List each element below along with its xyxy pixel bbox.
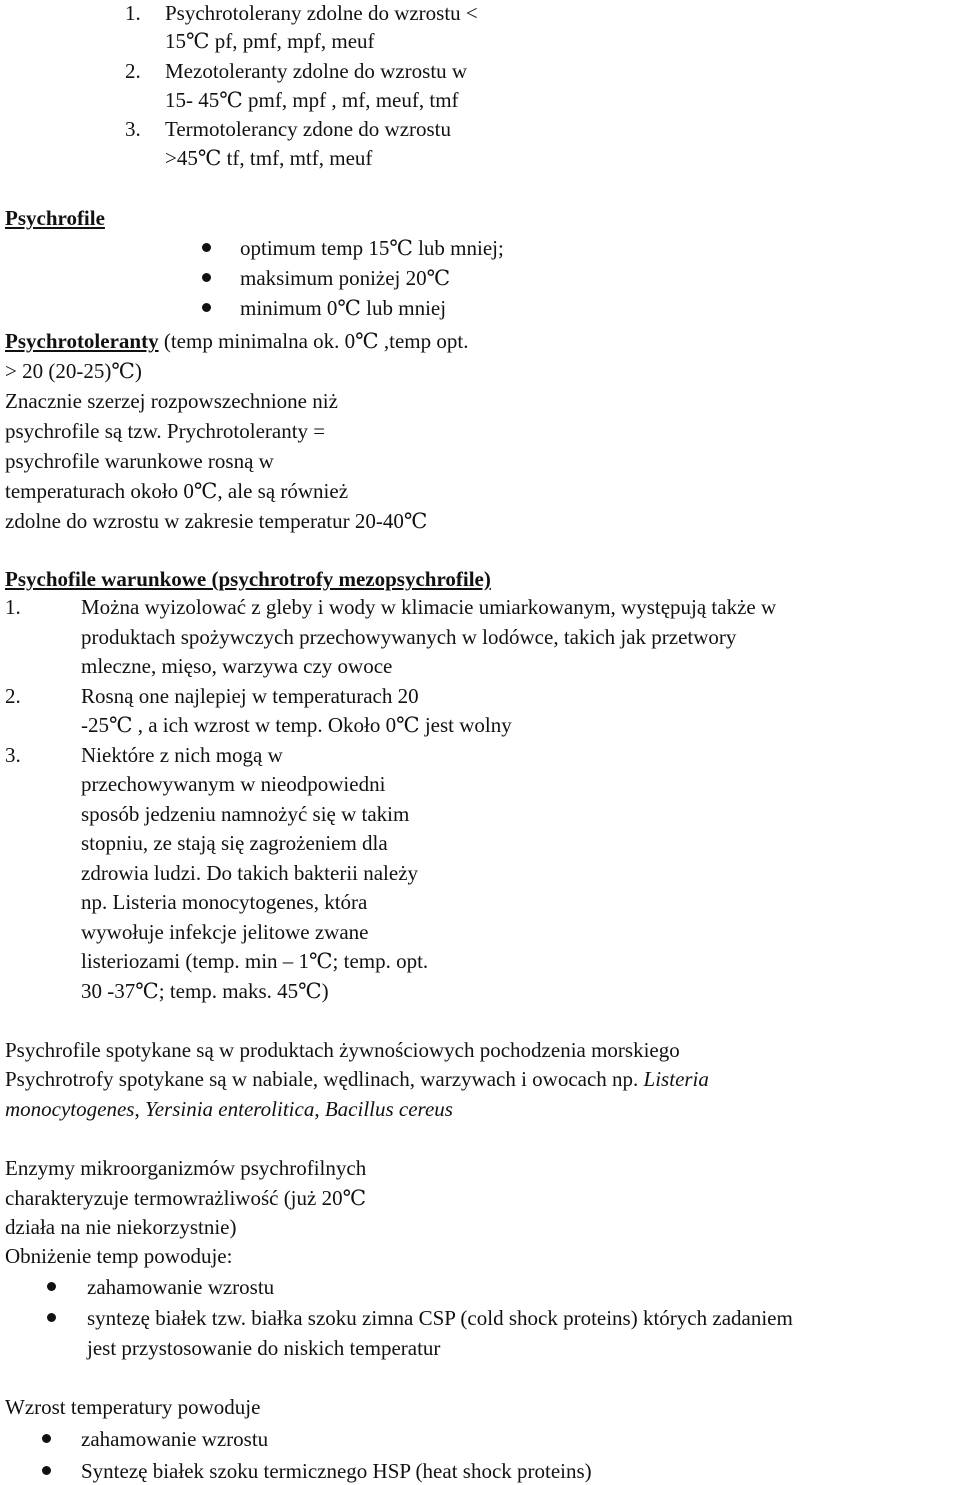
list-continuation: listeriozami (temp. min – 1℃; temp. opt.: [81, 949, 429, 973]
paragraph-line: temperaturach około 0℃, ale są również: [5, 479, 349, 503]
psychrofile-bullet-2: maksimum poniżej 20℃: [240, 266, 451, 290]
enzymes-line: Obniżenie temp powoduje:: [5, 1244, 233, 1268]
psychrotoleranty-heading: Psychrotoleranty: [5, 329, 159, 353]
bullet-icon: [202, 243, 211, 252]
bullet-icon: [202, 303, 211, 312]
bullet-icon: [47, 1313, 56, 1322]
list-continuation: np. Listeria monocytogenes, która: [81, 890, 368, 914]
bullet-icon: [42, 1434, 51, 1443]
list-item-2: [125, 58, 467, 84]
separator: ,: [314, 1097, 325, 1121]
list-text: Mezotoleranty zdolne do wzrostu w: [165, 59, 468, 83]
list-continuation: mleczne, mięso, warzywa czy owoce: [81, 654, 393, 678]
list-continuation: przechowywanym w nieodpowiedni: [81, 772, 386, 796]
list-continuation: sposób jedzeniu namnożyć się w takim: [81, 802, 410, 826]
list-continuation: zdrowia ludzi. Do takich bakterii należy: [81, 861, 419, 885]
list-continuation: wywołuje infekcje jelitowe zwane: [81, 920, 369, 944]
paragraph-line: psychrofile są tzw. Prychrotoleranty =: [5, 419, 326, 443]
list-text: Psychrotolerany zdolne do wzrostu <: [165, 1, 478, 25]
list-continuation: produktach spożywczych przechowywanych w lodówce, takich jak przetwory: [81, 625, 737, 649]
species-name: Bacillus cereus: [324, 1097, 453, 1121]
heat-heading: Wzrost temperatury powoduje: [5, 1395, 261, 1419]
list-continuation: stopniu, ze stają się zagrożeniem dla: [81, 831, 388, 855]
warunkowe-item-3: [5, 742, 283, 768]
warunkowe-item-2: [5, 683, 419, 709]
paragraph-line: > 20 (20-25)℃): [5, 359, 142, 383]
list-number: 2.: [125, 59, 141, 83]
list-item-3-continuation: >45℃ tf, tmf, mtf, meuf: [165, 146, 373, 170]
paragraph-line: zdolne do wzrostu w zakresie temperatur 20-40℃: [5, 509, 428, 533]
warunkowe-item-1: [5, 594, 776, 620]
list-continuation: 30 -37℃; temp. maks. 45℃): [81, 979, 329, 1003]
list-text: Można wyizolować z gleby i wody w klimacie umiarkowanym, występują także w: [81, 595, 777, 619]
paragraph-line: Znacznie szerzej rozpowszechnione niż: [5, 389, 338, 413]
list-text: Rosną one najlepiej w temperaturach 20: [81, 684, 419, 708]
psychrotoleranty-text: (temp minimalna ok. 0℃ ,temp opt.: [158, 329, 469, 353]
species-name: Yersinia enterolitica: [144, 1097, 315, 1121]
enzymes-bullet-2: syntezę białek tzw. białka szoku zimna CSP (cold shock proteins) których zadaniem: [87, 1306, 793, 1330]
list-text: Niektóre z nich mogą w: [81, 743, 283, 767]
occurrence-line-1: Psychrofile spotykane są w produktach żywnościowych pochodzenia morskiego: [5, 1038, 680, 1062]
heat-bullet-1: zahamowanie wzrostu: [81, 1427, 269, 1451]
bullet-icon: [202, 273, 211, 282]
psychrotoleranty-line: [5, 328, 468, 354]
list-item-1: [125, 0, 478, 26]
psychrofile-bullet-3: minimum 0℃ lub mniej: [240, 296, 447, 320]
paragraph-line: psychrofile warunkowe rosną w: [5, 449, 274, 473]
occurrence-line-3: [5, 1096, 453, 1122]
species-name: monocytogenes: [5, 1097, 135, 1121]
enzymes-bullet-2-continuation: jest przystosowanie do niskich temperatur: [87, 1336, 441, 1360]
bullet-icon: [42, 1466, 51, 1475]
list-number: 3.: [5, 743, 21, 767]
enzymes-bullet-1: zahamowanie wzrostu: [87, 1275, 275, 1299]
species-name: Listeria: [643, 1067, 709, 1091]
enzymes-line: Enzymy mikroorganizmów psychrofilnych: [5, 1156, 367, 1180]
list-continuation: -25℃ , a ich wzrost w temp. Około 0℃ jest wolny: [81, 713, 512, 737]
psychrofile-bullet-1: optimum temp 15℃ lub mniej;: [240, 236, 504, 260]
list-item-1-continuation: 15℃ pf, pmf, mpf, meuf: [165, 29, 375, 53]
list-item-2-continuation: 15- 45℃ pmf, mpf , mf, meuf, tmf: [165, 88, 459, 112]
list-number: 1.: [125, 1, 141, 25]
warunkowe-heading: Psychofile warunkowe (psychrotrofy mezopsychrofile): [5, 567, 491, 591]
list-item-3: [125, 116, 451, 142]
list-number: 3.: [125, 117, 141, 141]
enzymes-line: działa na nie niekorzystnie): [5, 1215, 237, 1239]
list-number: 2.: [5, 684, 21, 708]
list-number: 1.: [5, 595, 21, 619]
bullet-icon: [47, 1282, 56, 1291]
list-text: Termotolerancy zdone do wzrostu: [165, 117, 452, 141]
psychrofile-heading: Psychrofile: [5, 206, 105, 230]
occurrence-text: Psychrotrofy spotykane są w nabiale, wędlinach, warzywach i owocach np.: [5, 1067, 644, 1091]
enzymes-line: charakteryzuje termowrażliwość (już 20℃: [5, 1186, 367, 1210]
occurrence-line-2: [5, 1066, 709, 1092]
heat-bullet-2: Syntezę białek szoku termicznego HSP (heat shock proteins): [81, 1459, 592, 1483]
separator: ,: [134, 1097, 145, 1121]
